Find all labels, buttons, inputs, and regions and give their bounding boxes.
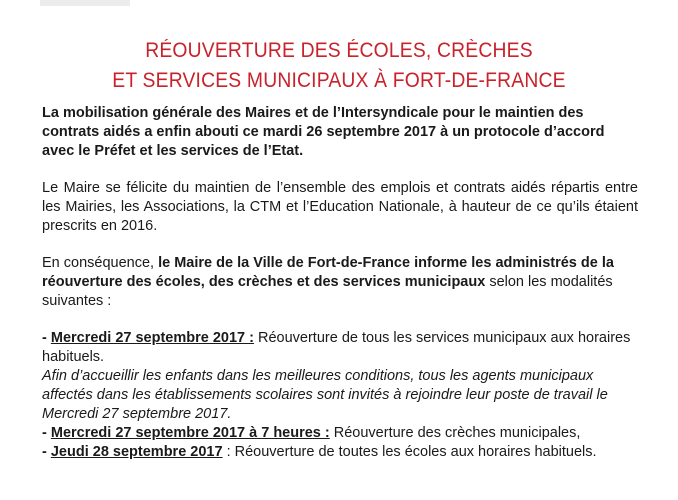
consequence-prefix: En conséquence, <box>42 255 159 271</box>
title-line-1: RÉOUVERTURE DES ÉCOLES, CRÈCHES <box>145 39 533 62</box>
item-text: : Réouverture de toutes les écoles aux horaires habituels. <box>222 444 597 460</box>
item-note: Afin d’accueillir les enfants dans les meilleures conditions, tous les agents municipaux affectés dans les établissements scolaires sont invités à rejoindre leur poste de travail le Mercredi 27 septembre 2017. <box>42 368 608 422</box>
paragraph-maintien: Le Maire se félicite du maintien de l’ensemble des emplois et contrats aidés répartis entre les Mairies, les Associations, la CTM et l’Education Nationale, à hauteur de ce qu’ils étaient prescrits en 2016. <box>42 180 638 234</box>
modalites-list <box>42 329 638 462</box>
paragraph-consequence <box>42 254 638 311</box>
document-body <box>42 104 638 462</box>
list-item <box>42 424 638 443</box>
intro-paragraph: La mobilisation générale des Maires et de l’Intersyndicale pour le maintien des contrats aidés a enfin abouti ce mardi 26 septembre 2017 à un protocole d’accord avec le Préfet et les services de l’Etat. <box>42 105 605 159</box>
item-dash: - <box>42 330 51 346</box>
list-item <box>42 329 638 367</box>
document-title <box>27 36 651 96</box>
title-line-2: ET SERVICES MUNICIPAUX À FORT-DE-FRANCE <box>112 69 566 92</box>
item-text: Réouverture des crèches municipales, <box>329 425 581 441</box>
header-fragment <box>40 0 130 6</box>
item-dash: - <box>42 425 51 441</box>
list-item <box>42 443 638 462</box>
item-date: Mercredi 27 septembre 2017 : <box>50 330 254 346</box>
consequence-suffix: selon les modalités suivantes : <box>42 274 613 309</box>
item-text: Réouverture de tous les services municipaux aux horaires habituels. <box>42 330 631 365</box>
consequence-bold: le Maire de la Ville de Fort-de-France informe les administrés de la réouverture des écoles, des crèches et des services municipaux <box>42 255 614 290</box>
item-date: Jeudi 28 septembre 2017 <box>50 444 223 460</box>
item-dash: - <box>42 444 51 460</box>
item-date: Mercredi 27 septembre 2017 à 7 heures : <box>50 425 330 441</box>
